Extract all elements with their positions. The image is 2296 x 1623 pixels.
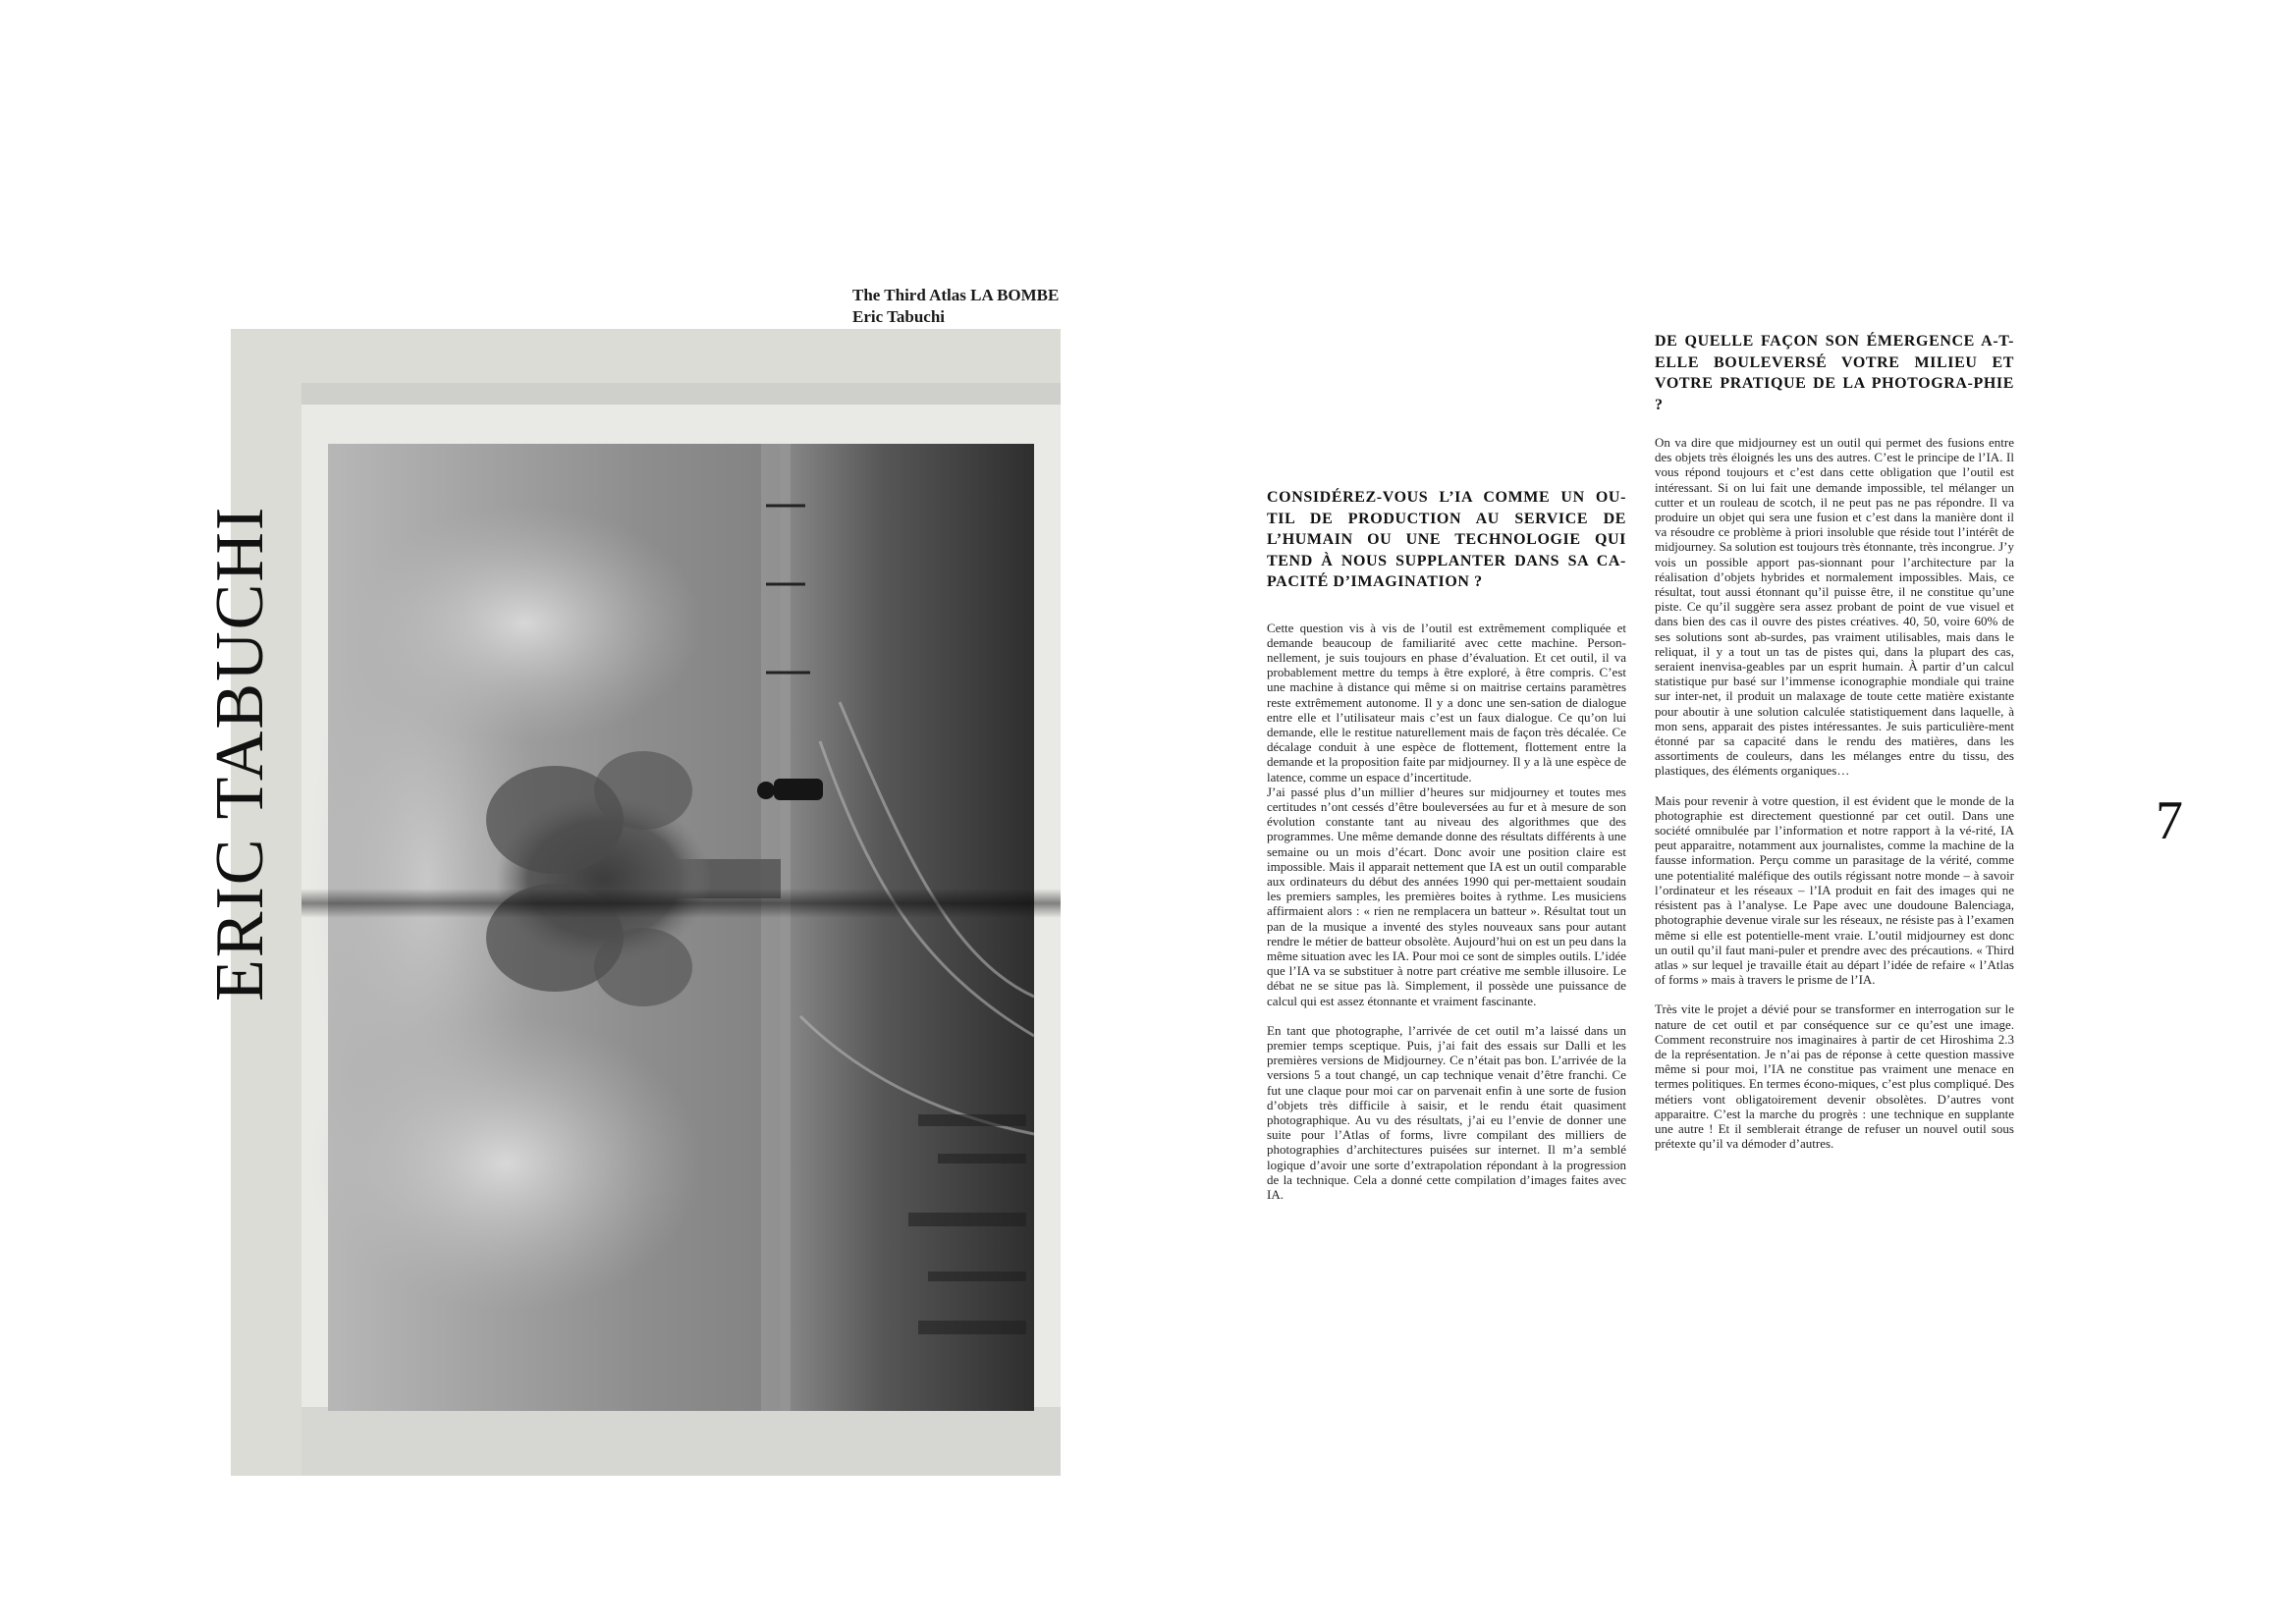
- book-title: The Third Atlas LA BOMBE: [852, 286, 1060, 304]
- answer-paragraph: Cette question vis à vis de l’outil est extrêmement compliquée et demande beaucoup de familiarité avec cette machine. Person-nellement, je suis toujours en phase d’évaluation. Et cet outil, il va probablement mettre du temps à être exploré, à être compris. C’est une machine à distance qui même si on maitrise certains paramètres reste extrêmement autonome. Il y a donc une sen-sation de dialogue entre elle et l’utilisateur mais c’est un faux dialogue. Ce qu’on lui demande, elle le restitue naturellement mais de façon très décalée. Ce décalage conduit à une espèce de flottement, flottement entre la demande et la proposition faite par midjourney. Il y a là une espèce de latence, comme un espace d’incertitude.: [1267, 620, 1626, 784]
- vertical-author-name: ERIC TABUCHI: [202, 505, 278, 1001]
- answer-paragraph: On va dire que midjourney est un outil qui permet des fusions entre des objets très éloignés les uns des autres. C’est le principe de l’IA. Il vous répond toujours et c’est dans cette obligation que l’outil est intéressant. Si on lui fait une demande impossible, tel mélanger un cutter et un rouleau de scotch, il ne peut pas ne pas répondre. Il va produire un objet qui sera une fusion et c’est dans la manière dont il va résoudre ce problème à priori insoluble que réside tout l’intérêt de midjourney. Sa solution est toujours très étonnante, très incongrue. J’y vois un possible apport pas-sionnant pour l’architecture par la réalisation d’objets hybrides et normalement impossibles. Mais, ce résultat, tout aussi étonnant qu’il puisse être, il ne constitue qu’une piste. Ce qu’il suggère sera assez probant de point de vue visuel et dans bien des cas il ouvre des pistes créatives. 40, 50, voire 60% de ses solutions sont ab-surdes, pas vraiment utilisables, mais dans le reliquat, il y a tout un tas de pistes qui, dans la plupart des cas, seraient inenvisa-geables par un esprit humain. À partir d’un calcul statistique pur basé sur l’immense iconographie mondiale qui traine sur inter-net, il produit un malaxage de toute cette matière existante pour aboutir à une solution calculée statistiquement dans laquelle, à mon sens, apparait des pistes intéressantes. Je suis particulière-ment étonné par sa capacité dans le rendu des matières, dans les assortiments de couleurs, dans les mélanges entre du tissu, des plastiques, des éléments organiques…: [1655, 435, 2014, 779]
- book-photo: [231, 329, 1061, 1476]
- mushroom-cloud-photo-image: [231, 329, 1061, 1476]
- book-author: Eric Tabuchi: [852, 306, 946, 326]
- answer-paragraph: J’ai passé plus d’un millier d’heures sur midjourney et toutes mes certitudes n’ont cessés d’être bouleversées au fur et à mesure de son évolution constante tant au niveau des algorithmes que des programmes. Une même demande donne des résultats différents à une semaine ou un mois d’écart. Donc avoir une position claire est impossible. Mais il apparait nettement que IA est un outil comparable aux ordinateurs du début des années 1990 qui per-mettaient soudain les premiers samples, les premières boites à rythme. Les musiciens affirmaient alors : « rien ne remplacera un batteur ». Résultat tout un pan de la musique a inventé des styles nouveaux sans pour autant rendre le métier de batteur obsolète. Aujourd’hui on est un peu dans la même situation avec les IA. Pour moi ce sont de simples outils. L’idée que l’IA va se substituer à notre part créative me semble illusoire. Le débat ne se situe pas là. Simplement, il possède une puissance de calcul qui est assez étonnante et vraiment fascinante.: [1267, 784, 1626, 1008]
- answer-paragraph: Très vite le projet a dévié pour se transformer en interrogation sur le nature de cet outil et par conséquence sur ce qu’est une image. Comment reconstruire nos imaginaires à partir de cet Hiroshima 2.3 de la représentation. Je n’ai pas de réponse à cette question massive même si pour moi, l’IA ne constitue pas vraiment une menace en termes politiques. En termes écono-miques, c’est plus compliqué. Des métiers vont obligatoirement devenir obsolètes. D’autres vont apparaitre. C’est la marche du progrès : une technique en supplante une autre ! Et il semblerait étrange de refuser un nouvel outil sous prétexte qu’il va démoder d’autres.: [1655, 1001, 2014, 1152]
- interview-column-2: [1655, 331, 2014, 1151]
- question-heading-2: DE QUELLE FAÇON SON ÉMERGENCE A-T-ELLE BOULEVERSÉ VOTRE MILIEU ET VOTRE PRATIQUE DE LA PHOTOGRA-PHIE ?: [1655, 333, 2014, 413]
- answer-paragraph: Mais pour revenir à votre question, il est évident que le monde de la photographie est directement questionné par cet outil. Dans une société omnibulée par l’information et notre rapport à la vé-rité, IA peut apparaitre, notamment aux journalistes, comme la machine de la fausse information. Perçu comme un parasitage de la vérité, comme une potentialité maléfique des outils régissant notre monde – à savoir l’ordinateur et les réseaux – l’IA produit en fait des images qui ne résistent pas à l’analyse. Le Pape avec une doudoune Balenciaga, photographie devenue virale sur les réseaux, ne résiste pas à l’examen même si elle est potentielle-ment vraie. L’outil midjourney est donc un outil qu’il faut mani-puler et prendre avec des précautions. « Third atlas » sur lequel je travaille était au départ l’idée de refaire « l’Atlas of forms » mais à travers le prisme de l’IA.: [1655, 792, 2014, 988]
- question-heading-1: CONSIDÉREZ-VOUS L’IA COMME UN OU-TIL DE PRODUCTION AU SERVICE DE L’HUMAIN OU UNE TECHNOLOGIE QUI TEND À NOUS SUPPLANTER DANS SA CA-PACITÉ D’IMAGINATION ?: [1267, 489, 1626, 590]
- interview-column-1: [1267, 487, 1626, 1202]
- page-number: 7: [2156, 790, 2183, 851]
- answer-paragraph: En tant que photographe, l’arrivée de cet outil m’a laissé dans un premier temps sceptique. Puis, j’ai fait des essais sur Dalli et les premières versions de Midjourney. Ce n’était pas bon. L’arrivée de la versions 5 a tout changé, un cap technique venait d’être franchi. Ce fut une claque pour moi car on parvenait enfin à une sorte de fusion d’objets très difficile à saisir, et le rendu était quasiment photographique. Au vu des résultats, j’ai eu l’envie de donner une suite pour l’Atlas of forms, livre compilant des milliers de photographies d’architectures puisées sur internet. Il m’a semblé logique d’avoir une sorte d’extrapolation répondant à la progression de la technique. Cela a donné cette compilation d’images faites avec IA.: [1267, 1022, 1626, 1203]
